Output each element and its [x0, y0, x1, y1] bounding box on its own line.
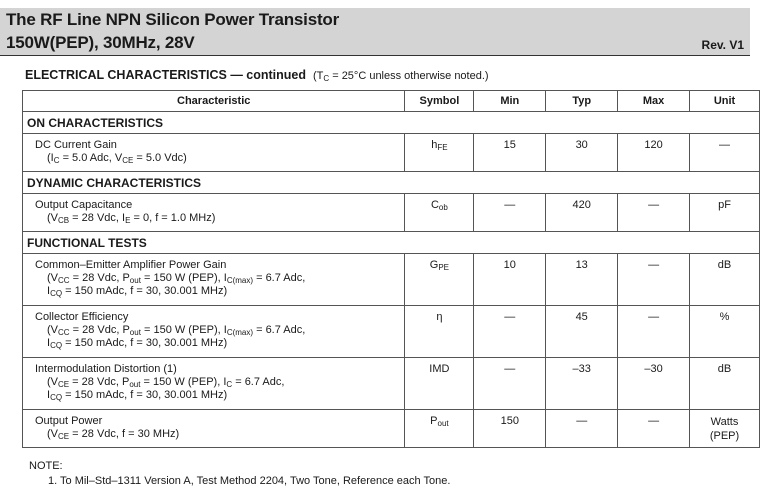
row-imd-characteristic: Intermodulation Distortion (1) ($V_{CE} = 28$ Vdc, $P_{out} = 150$ W (PEP), $I_C = 6.7$ Adc, $I_{CQ} = 150$ mAdc, f = 30, 30.001 MHz)	[23, 358, 405, 410]
section-heading	[25, 68, 489, 82]
row-eff-max: —	[618, 306, 690, 358]
table-row	[23, 254, 760, 306]
row-pout-symbol: $P_{out}$	[405, 410, 474, 448]
row-cob-typ: 420	[546, 194, 618, 232]
table-header-row	[23, 91, 760, 112]
row-eff-symbol: η	[405, 306, 474, 358]
table-row	[23, 194, 760, 232]
category-row-dynamic: DYNAMIC CHARACTERISTICS	[23, 172, 760, 194]
row-cob-max: —	[618, 194, 690, 232]
row-imd-typ: –33	[546, 358, 618, 410]
note-item-1: 1. To Mil–Std–1311 Version A, Test Method 2204, Two Tone, Reference each Tone.	[48, 475, 451, 487]
row-imd-max: –30	[618, 358, 690, 410]
row-gpe-max: —	[618, 254, 690, 306]
row-gpe-symbol: $G_{PE}$	[405, 254, 474, 306]
row-hfe-unit: —	[690, 134, 760, 172]
row-cob-unit: pF	[690, 194, 760, 232]
row-cob-symbol: $C_{ob}$	[405, 194, 474, 232]
characteristics-table	[22, 90, 760, 448]
row-eff-characteristic: Collector Efficiency ($V_{CC} = 28$ Vdc, $P_{out} = 150$ W (PEP), $I_{C(max)} = 6.7$ Adc, $I_{CQ} = 150$ mAdc, f = 30, 30.001 MHz)	[23, 306, 405, 358]
row-gpe-min: 10	[474, 254, 546, 306]
revision-label: Rev. V1	[701, 38, 744, 52]
row-hfe-symbol: $h_{FE}$	[405, 134, 474, 172]
category-row-functional: FUNCTIONAL TESTS	[23, 232, 760, 254]
note-label: NOTE:	[29, 460, 63, 472]
col-header-typ: Typ	[546, 91, 618, 112]
row-gpe-unit: dB	[690, 254, 760, 306]
col-header-max: Max	[618, 91, 690, 112]
category-row-on: ON CHARACTERISTICS	[23, 112, 760, 134]
row-pout-unit: Watts (PEP)	[690, 410, 760, 448]
row-eff-unit: %	[690, 306, 760, 358]
row-pout-min: 150	[474, 410, 546, 448]
table-row	[23, 134, 760, 172]
document-title-line2: 150W(PEP), 30MHz, 28V	[6, 33, 195, 52]
row-hfe-max: 120	[618, 134, 690, 172]
row-hfe-min: 15	[474, 134, 546, 172]
row-pout-characteristic: Output Power ($V_{CE} = 28$ Vdc, f = 30 MHz)	[23, 410, 405, 448]
document-title-line1: The RF Line NPN Silicon Power Transistor	[6, 10, 340, 29]
col-header-characteristic: Characteristic	[23, 91, 405, 112]
row-gpe-characteristic: Common–Emitter Amplifier Power Gain ($V_{CC} = 28$ Vdc, $P_{out} = 150$ W (PEP), $I_{C(max)} = 6.7$ Adc, $I_{CQ} = 150$ mAdc, f = 30, 30.001 MHz)	[23, 254, 405, 306]
col-header-symbol: Symbol	[405, 91, 474, 112]
row-imd-unit: dB	[690, 358, 760, 410]
row-eff-min: —	[474, 306, 546, 358]
row-cob-min: —	[474, 194, 546, 232]
col-header-min: Min	[474, 91, 546, 112]
row-imd-min: —	[474, 358, 546, 410]
document-header	[0, 8, 750, 55]
header-rule	[0, 55, 750, 56]
col-header-unit: Unit	[690, 91, 760, 112]
table-row	[23, 306, 760, 358]
section-condition: ($T_C = 25^\circ C$ unless otherwise noted.)	[312, 70, 489, 83]
row-cob-characteristic: Output Capacitance ($V_{CB} = 28$ Vdc, $I_E = 0$, f = 1.0 MHz)	[23, 194, 405, 232]
row-gpe-typ: 13	[546, 254, 618, 306]
row-imd-symbol: IMD	[405, 358, 474, 410]
row-hfe-typ: 30	[546, 134, 618, 172]
row-pout-max: —	[618, 410, 690, 448]
table-row	[23, 410, 760, 448]
row-pout-typ: —	[546, 410, 618, 448]
row-hfe-characteristic: DC Current Gain ($I_C = 5.0$ Adc, $V_{CE} = 5.0$ Vdc)	[23, 134, 405, 172]
table-row	[23, 358, 760, 410]
section-title: ELECTRICAL CHARACTERISTICS — continued	[25, 68, 307, 82]
row-eff-typ: 45	[546, 306, 618, 358]
